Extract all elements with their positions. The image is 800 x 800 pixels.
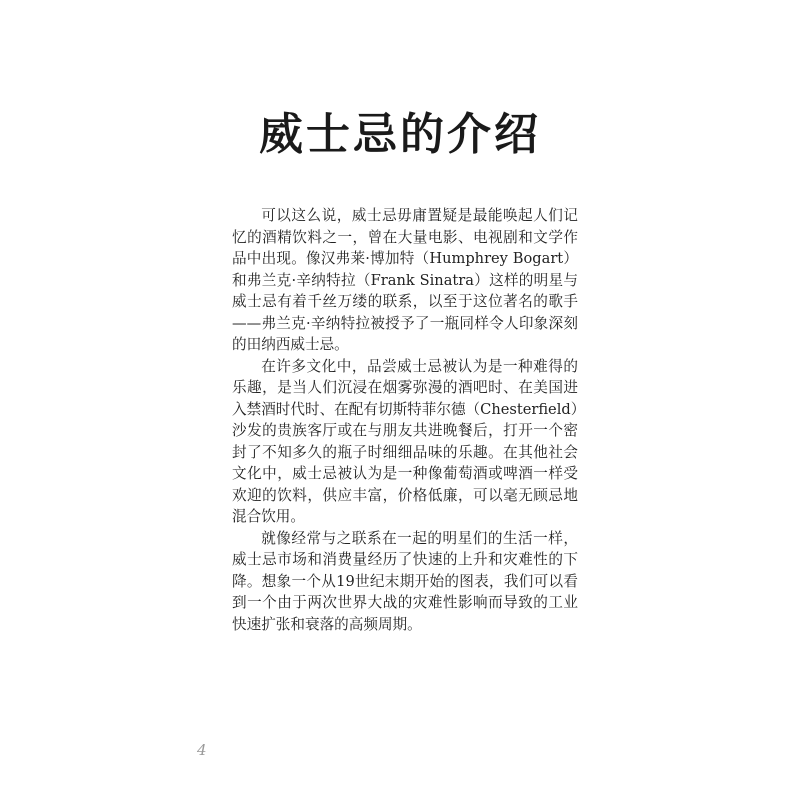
paragraph-1: 可以这么说，威士忌毋庸置疑是最能唤起人们记忆的酒精饮料之一，曾在大量电影、电视剧和文学作品中出现。像汉弗莱·博加特（Humphrey Bogart）和弗兰克·辛纳特拉（Frank Sinatra）这样的明星与威士忌有着千丝万缕的联系，以至于这位著名的歌手——弗兰克·辛纳特拉被授予了一瓶同样令人印象深刻的田纳西威士忌。 [232, 207, 578, 353]
page-number: 4 [197, 741, 207, 759]
page-title: 威士忌的介绍 [259, 109, 541, 160]
body-text [232, 205, 578, 635]
paragraph-3: 就像经常与之联系在一起的明星们的生活一样，威士忌市场和消费量经历了快速的上升和灾难性的下降。想象一个从19世纪末期开始的图表，我们可以看到一个由于两次世界大战的灾难性影响而导致的工业快速扩张和衰落的高频周期。 [232, 529, 578, 633]
paragraph-2: 在许多文化中，品尝威士忌被认为是一种难得的乐趣，是当人们沉浸在烟雾弥漫的酒吧时、在美国进入禁酒时代时、在配有切斯特菲尔德（Chesterfield）沙发的贵族客厅或在与朋友共进晚餐后，打开一个密封了不知多久的瓶子时细细品味的乐趣。在其他社会文化中，威士忌被认为是一种像葡萄酒或啤酒一样受欢迎的饮料，供应丰富，价格低廉，可以毫无顾忌地混合饮用。 [232, 357, 578, 525]
